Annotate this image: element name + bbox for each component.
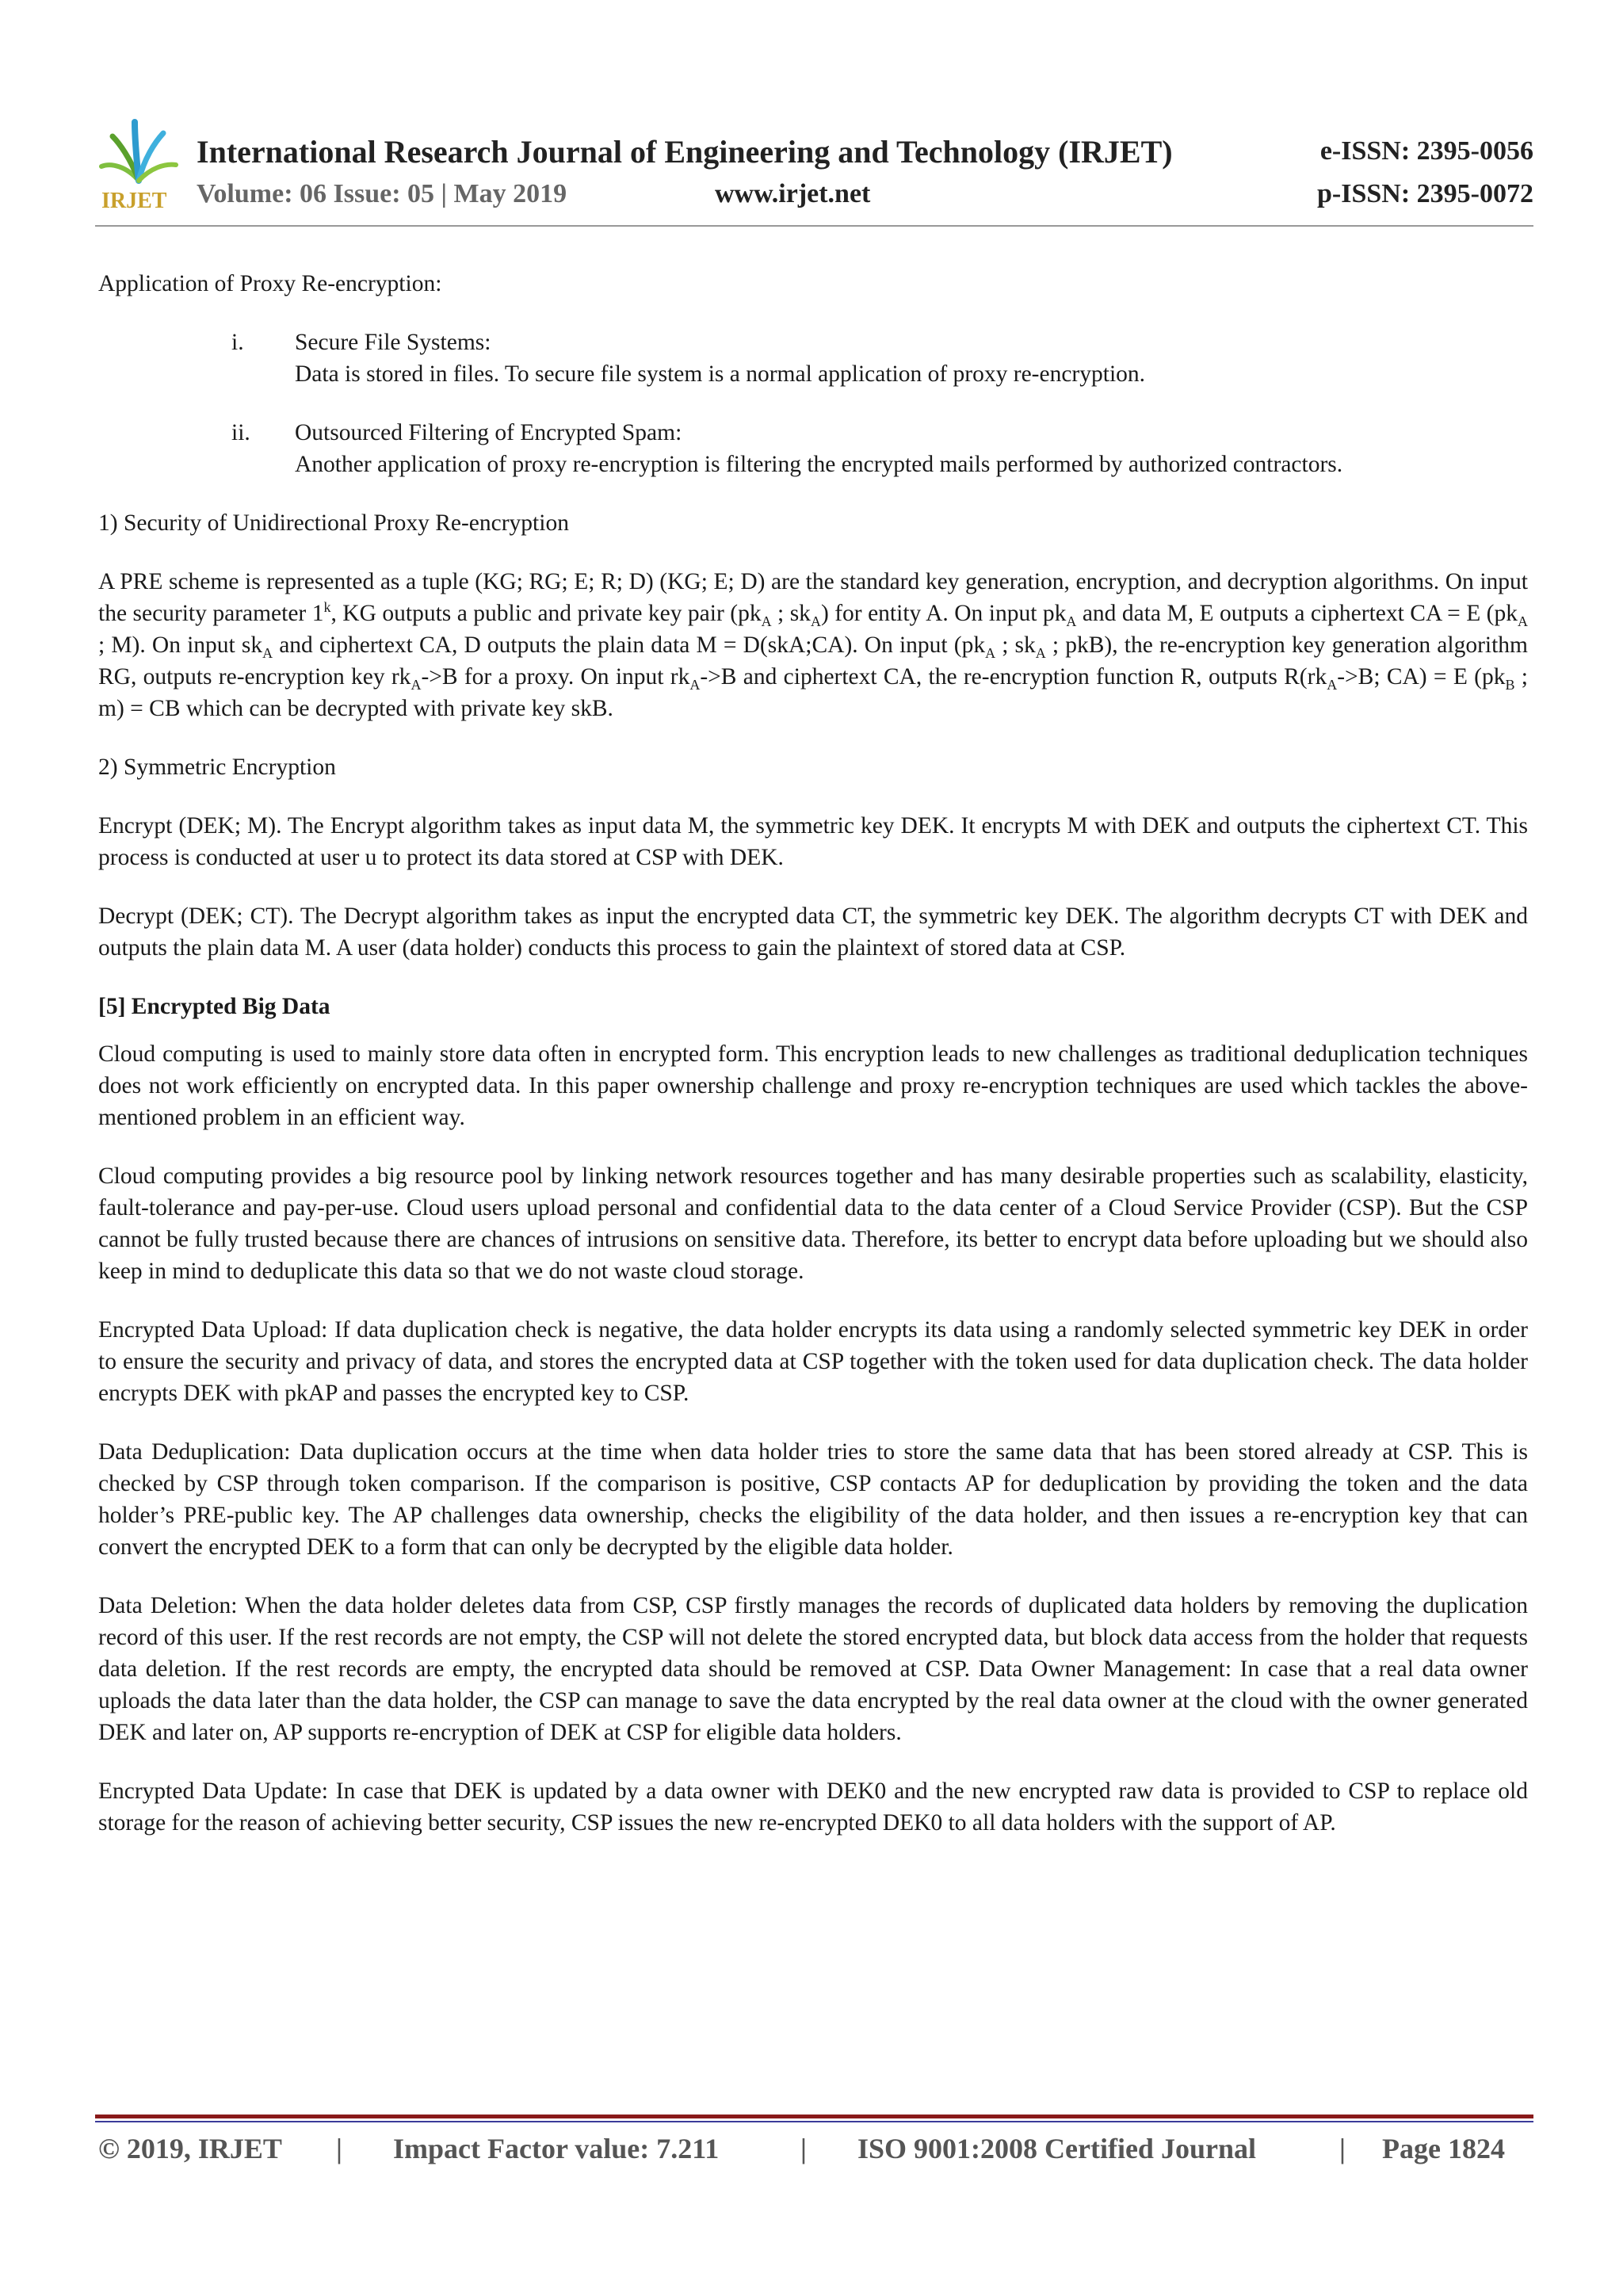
page-footer — [98, 2132, 1517, 2172]
list-item — [98, 327, 1528, 390]
e-issn: e-ISSN: 2395-0056 — [1319, 136, 1533, 166]
footer-copyright: © 2019, IRJET — [98, 2133, 282, 2164]
footer-separator: | — [1339, 2133, 1346, 2164]
section-heading: 2) Symmetric Encryption — [98, 755, 336, 780]
section-heading-bold: [5] Encrypted Big Data — [98, 994, 330, 1019]
pre-scheme-paragraph: A PRE scheme is represented as a tuple (KG; RG; E; R; D) (KG; E; D) are the standard key generation, encryption, and decryption algorithms. On input the security parameter 1$^k$, KG outputs a public and private key pair ($pk_A$ ; $sk_A$) for entity A. On input $pk_A$ and data M, E outputs a ciphertext CA = E ($pk_A$ ; M). On input $sk_A$ and ciphertext CA, D outputs the plain data M = D(skA;CA). On input ($pk_A$ ; $sk_A$ ; pkB), the re-encryption key generation algorithm RG, outputs re-encryption key $rk_A->B$ for a proxy. On input $rk_A->B$ and ciphertext CA, the re-encryption function R, outputs $R(rk_A->B$; CA) = E ($pk_B$ ; m) = CB which can be decrypted with private key skB. — [98, 569, 1529, 721]
footer-divider — [95, 2115, 1533, 2118]
application-heading: Application of Proxy Re-encryption: — [98, 271, 442, 296]
p-issn: p-ISSN: 2395-0072 — [1317, 179, 1533, 208]
paragraph: Data Deduplication: Data duplication occurs at the time when data holder tries to store the same data that has been stored already at CSP. This is checked by CSP through token comparison. If the comparison is positive, CSP contacts AP for deduplication by providing the token and the data holder’s PRE-public key. The AP challenges data ownership, checks the eligibility of the data holder, and then issues a re-encryption key that can convert the encrypted DEK to a form that can only be decrypted by the eligible data holder. — [98, 1439, 1528, 1560]
list-item-text: Data is stored in files. To secure file system is a normal application of proxy re-encryption. — [295, 361, 1146, 387]
footer-separator: | — [800, 2133, 807, 2164]
footer-divider-thin — [95, 2121, 1533, 2122]
journal-website-link[interactable]: www.irjet.net — [715, 179, 871, 208]
list-item — [98, 417, 1528, 480]
paragraph: Encrypted Data Upload: If data duplication check is negative, the data holder encrypts its data using a randomly selected symmetric key DEK in order to ensure the security and privacy of data, and stores the encrypted data at CSP together with the token used for data duplication check. The data holder encrypts DEK with pkAP and passes the encrypted key to CSP. — [98, 1317, 1528, 1406]
paragraph: Cloud computing provides a big resource pool by linking network resources together and has many desirable properties such as scalability, elasticity, fault-tolerance and pay-per-use. Cloud users upload personal and confidential data to the data center of a Cloud Service Provider (CSP). But the CSP cannot be fully trusted because there are chances of intrusions on sensitive data. Therefore, its better to encrypt data before uploading but we should also keep in mind to deduplicate this data so that we do not waste cloud storage. — [98, 1163, 1528, 1284]
list-item-title: Outsourced Filtering of Encrypted Spam: — [295, 420, 682, 445]
page-header — [95, 119, 1533, 230]
paragraph: Data Deletion: When the data holder deletes data from CSP, CSP firstly manages the records of duplicated data holders by removing the duplication record of this user. If the rest records are not empty, the CSP will not delete the stored encrypted data, but block data access from the holder that requests data deletion. If the rest records are empty, the encrypted data should be removed at CSP. Data Owner Management: In case that a real data owner uploads the data later than the data holder, the CSP can manage to save the data encrypted by the real data owner at the cloud with the owner generated DEK and later on, AP supports re-encryption of DEK at CSP for eligible data holders. — [98, 1593, 1528, 1745]
footer-iso: ISO 9001:2008 Certified Journal — [857, 2133, 1256, 2164]
list-item-text: Another application of proxy re-encryption is filtering the encrypted mails performed by authorized contractors. — [295, 452, 1343, 477]
volume-issue: Volume: 06 Issue: 05 | May 2019 — [197, 179, 567, 208]
footer-separator: | — [336, 2133, 342, 2164]
list-number: i. — [231, 330, 244, 355]
encrypt-paragraph: Encrypt (DEK; M). The Encrypt algorithm takes as input data M, the symmetric key DEK. It encrypts M with DEK and outputs the ciphertext CT. This process is conducted at user u to protect its data stored at CSP with DEK. — [98, 813, 1528, 870]
footer-page-number: Page 1824 — [1382, 2133, 1505, 2164]
article-body — [98, 268, 1528, 1866]
footer-impact: Impact Factor value: 7.211 — [393, 2133, 720, 2164]
paragraph: Encrypted Data Update: In case that DEK is updated by a data owner with DEK0 and the new encrypted raw data is provided to CSP to replace old storage for the reason of achieving better security, CSP issues the new re-encrypted DEK0 to all data holders with the support of AP. — [98, 1778, 1528, 1836]
section-heading: 1) Security of Unidirectional Proxy Re-encryption — [98, 510, 569, 536]
list-number: ii. — [231, 420, 250, 445]
decrypt-paragraph: Decrypt (DEK; CT). The Decrypt algorithm takes as input the encrypted data CT, the symmetric key DEK. The algorithm decrypts CT with DEK and outputs the plain data M. A user (data holder) conducts this process to gain the plaintext of stored data at CSP. — [98, 904, 1528, 961]
paragraph: Cloud computing is used to mainly store data often in encrypted form. This encryption leads to new challenges as traditional deduplication techniques does not work efficiently on encrypted data. In this paper ownership challenge and proxy re-encryption techniques are used which tackles the above-mentioned problem in an efficient way. — [98, 1041, 1528, 1130]
list-item-title: Secure File Systems: — [295, 330, 491, 355]
header-divider — [95, 225, 1533, 227]
svg-text:IRJET: IRJET — [101, 189, 167, 213]
irjet-logo — [95, 119, 182, 214]
journal-title: International Research Journal of Engineering and Technology (IRJET) — [197, 134, 1173, 170]
